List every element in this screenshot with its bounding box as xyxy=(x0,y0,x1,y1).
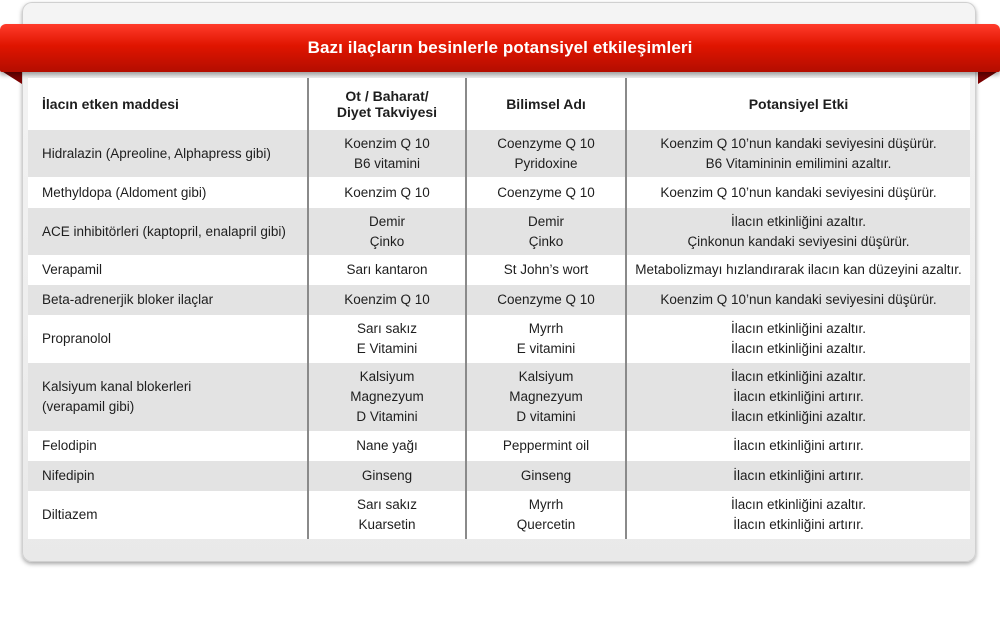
cell-drug-line: Verapamil xyxy=(42,262,103,277)
cell-scientific-line: Myrrh xyxy=(528,321,564,336)
cell-scientific xyxy=(466,431,626,461)
cell-herb-line: D Vitamini xyxy=(356,409,418,424)
cell-herb xyxy=(308,285,466,315)
cell-herb xyxy=(308,208,466,255)
cell-effect xyxy=(626,177,970,208)
cell-herb xyxy=(308,130,466,177)
cell-scientific xyxy=(466,461,626,491)
cell-herb-line: Demir xyxy=(369,213,405,229)
cell-herb-line: Kuarsetin xyxy=(358,517,416,532)
cell-effect xyxy=(626,208,970,255)
cell-scientific xyxy=(466,130,626,177)
table-row xyxy=(28,461,970,491)
cell-herb-line: Sarı sakız xyxy=(356,321,418,336)
cell-herb xyxy=(308,177,466,208)
cell-herb-line: Koenzim Q 10 xyxy=(344,292,430,307)
cell-effect-line: Çinkonun kandaki seviyesini düşürür. xyxy=(687,233,910,249)
cell-scientific-line: Kalsiyum xyxy=(518,369,574,384)
interaction-table xyxy=(28,78,970,539)
cell-herb-line: Sarı kantaron xyxy=(346,262,428,277)
cell-herb-line: B6 vitamini xyxy=(353,155,421,171)
cell-scientific-line: Coenzyme Q 10 xyxy=(497,292,595,307)
header-drug: İlacın etken maddesi xyxy=(28,78,308,130)
cell-herb-line: Kalsiyum xyxy=(359,369,415,384)
table-row xyxy=(28,363,970,431)
cell-drug xyxy=(28,130,308,177)
table-row xyxy=(28,491,970,539)
cell-effect-line: İlacın etkinliğini artırır. xyxy=(733,468,864,483)
cell-effect-line: Koenzim Q 10’nun kandaki seviyesini düşürür. xyxy=(660,135,937,151)
table-row xyxy=(28,208,970,255)
cell-effect xyxy=(626,285,970,315)
cell-scientific-line: Coenzyme Q 10 xyxy=(497,135,595,151)
cell-herb-line: Sarı sakız xyxy=(356,497,418,512)
cell-effect xyxy=(626,491,970,539)
cell-effect-line: Koenzim Q 10’nun kandaki seviyesini düşürür. xyxy=(660,292,937,307)
cell-scientific xyxy=(466,255,626,285)
header-herb xyxy=(308,78,466,130)
cell-effect xyxy=(626,461,970,491)
cell-scientific-line: Myrrh xyxy=(528,497,564,512)
cell-scientific-line: Quercetin xyxy=(516,517,576,532)
cell-effect-line: İlacın etkinliğini azaltır. xyxy=(730,369,867,384)
cell-effect-line: İlacın etkinliğini azaltır. xyxy=(730,213,867,229)
title-ribbon xyxy=(0,18,1000,76)
cell-drug-line: Kalsiyum kanal blokerleri xyxy=(42,379,192,394)
cell-scientific xyxy=(466,285,626,315)
cell-effect-line: İlacın etkinliğini artırır. xyxy=(733,438,864,453)
header-herb-line2: Diyet Takviyesi xyxy=(336,104,438,120)
cell-scientific xyxy=(466,208,626,255)
cell-herb xyxy=(308,363,466,431)
ribbon-fold-right xyxy=(978,70,1000,84)
cell-scientific-line: Demir xyxy=(528,213,564,229)
cell-effect xyxy=(626,431,970,461)
cell-herb-line: Koenzim Q 10 xyxy=(344,135,430,151)
cell-scientific-line: Ginseng xyxy=(520,468,572,483)
cell-herb-line: Magnezyum xyxy=(350,389,424,404)
cell-herb xyxy=(308,491,466,539)
header-scientific: Bilimsel Adı xyxy=(466,78,626,130)
cell-scientific-line: E vitamini xyxy=(516,341,576,356)
cell-effect xyxy=(626,315,970,363)
cell-herb xyxy=(308,315,466,363)
cell-scientific-line: St John’s wort xyxy=(503,262,589,277)
table-row xyxy=(28,315,970,363)
cell-herb xyxy=(308,431,466,461)
cell-effect-line: İlacın etkinliğini azaltır. xyxy=(730,497,867,512)
header-herb-line1: Ot / Baharat/ xyxy=(345,88,429,104)
cell-drug xyxy=(28,285,308,315)
cell-effect-line: Metabolizmayı hızlandırarak ilacın kan düzeyini azaltır. xyxy=(635,262,962,277)
cell-scientific-line: D vitamini xyxy=(516,409,576,424)
cell-drug xyxy=(28,491,308,539)
cell-scientific xyxy=(466,491,626,539)
cell-effect xyxy=(626,363,970,431)
cell-scientific-line: Pyridoxine xyxy=(514,155,578,171)
cell-herb-line: E Vitamini xyxy=(356,341,418,356)
cell-drug-line: ACE inhibitörleri (kaptopril, enalapril gibi) xyxy=(42,223,286,239)
cell-drug-line: Diltiazem xyxy=(42,507,98,522)
ribbon-band xyxy=(0,24,1000,72)
cell-effect-line: İlacın etkinliğini azaltır. xyxy=(730,341,867,356)
cell-effect-line: İlacın etkinliğini artırır. xyxy=(733,389,864,404)
cell-effect-line: B6 Vitamininin emilimini azaltır. xyxy=(705,155,892,171)
cell-drug xyxy=(28,315,308,363)
cell-herb-line: Çinko xyxy=(369,233,405,249)
ribbon-fold-left xyxy=(0,70,22,84)
cell-drug xyxy=(28,177,308,208)
cell-effect-line: İlacın etkinliğini azaltır. xyxy=(730,409,867,424)
cell-drug xyxy=(28,208,308,255)
cell-drug xyxy=(28,255,308,285)
cell-herb-line: Nane yağı xyxy=(356,438,418,453)
table-body xyxy=(28,130,970,539)
cell-drug-line: Nifedipin xyxy=(42,468,95,483)
cell-drug-line: Propranolol xyxy=(42,331,112,346)
cell-drug-line: Hidralazin (Apreoline, Alphapress gibi) xyxy=(42,145,271,161)
table-row xyxy=(28,177,970,208)
table-row xyxy=(28,130,970,177)
cell-effect-line: İlacın etkinliğini azaltır. xyxy=(730,321,867,336)
cell-drug-line: Beta-adrenerjik bloker ilaçlar xyxy=(42,292,214,307)
header-effect: Potansiyel Etki xyxy=(626,78,970,130)
cell-drug xyxy=(28,461,308,491)
cell-herb xyxy=(308,255,466,285)
cell-drug xyxy=(28,363,308,431)
page-title: Bazı ilaçların besinlerle potansiyel etkileşimleri xyxy=(307,38,693,57)
cell-drug-line: Methyldopa (Aldoment gibi) xyxy=(42,184,207,200)
cell-herb-line: Koenzim Q 10 xyxy=(344,184,430,200)
cell-drug-line: (verapamil gibi) xyxy=(42,399,135,414)
cell-effect xyxy=(626,255,970,285)
cell-herb xyxy=(308,461,466,491)
cell-herb-line: Ginseng xyxy=(361,468,413,483)
cell-scientific-line: Magnezyum xyxy=(509,389,583,404)
cell-scientific-line: Peppermint oil xyxy=(502,438,590,453)
cell-effect-line: Koenzim Q 10’nun kandaki seviyesini düşürür. xyxy=(660,184,937,200)
table-row xyxy=(28,431,970,461)
cell-effect xyxy=(626,130,970,177)
table-header-row xyxy=(28,78,970,130)
table-row xyxy=(28,285,970,315)
cell-scientific xyxy=(466,177,626,208)
cell-scientific xyxy=(466,363,626,431)
cell-scientific-line: Çinko xyxy=(528,233,564,249)
cell-scientific-line: Coenzyme Q 10 xyxy=(497,184,595,200)
cell-drug xyxy=(28,431,308,461)
cell-drug-line: Felodipin xyxy=(42,438,97,453)
table-row xyxy=(28,255,970,285)
cell-effect-line: İlacın etkinliğini artırır. xyxy=(733,517,864,532)
cell-scientific xyxy=(466,315,626,363)
